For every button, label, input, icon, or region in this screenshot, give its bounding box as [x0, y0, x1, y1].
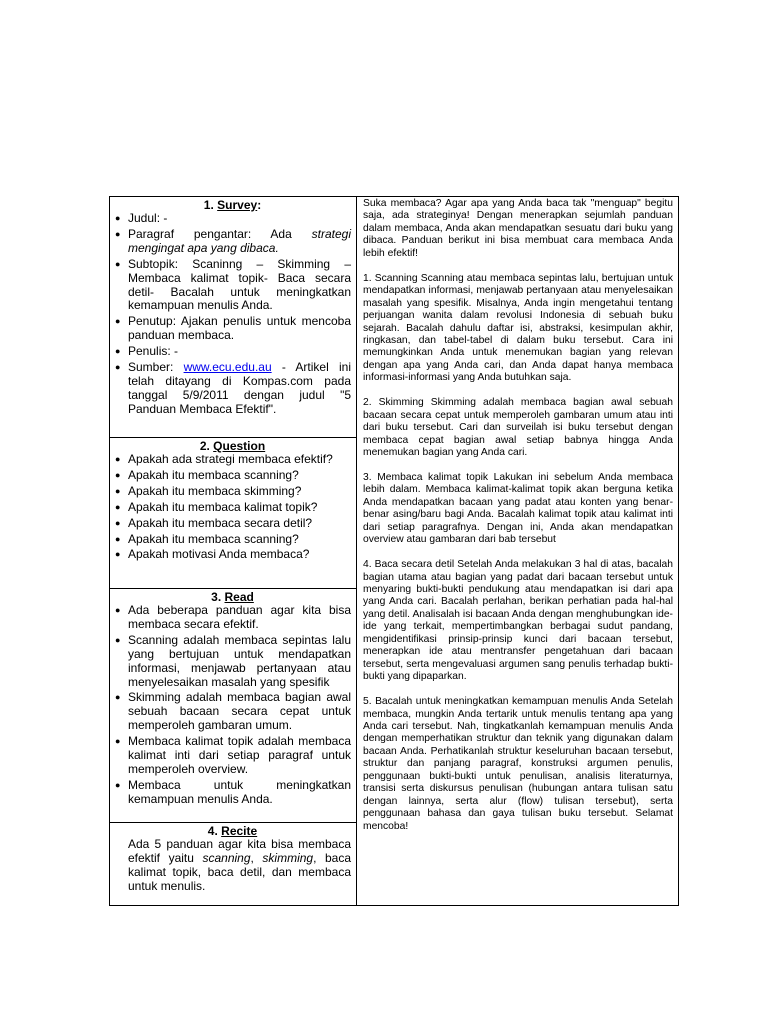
bullet-icon: ● — [115, 362, 121, 373]
recite-comma: , — [250, 850, 263, 865]
read-text: Ada beberapa panduan agar kita bisa membaca secara efektif. — [128, 603, 351, 631]
survey-title: Survey — [217, 198, 258, 212]
question-cell — [110, 438, 356, 589]
survey-cell — [110, 197, 356, 438]
bullet-icon: ● — [115, 346, 121, 357]
survey-item-subtopik — [114, 258, 351, 314]
survey-item-judul — [114, 212, 351, 226]
survey-sumber-suffix: - Artikel ini telah ditayang di Kompas.com pada tanggal 5/9/2011 dengan judul "5 Panduan Membaca Efektif". — [128, 360, 351, 416]
question-text: Apakah ada strategi membaca efektif? — [128, 452, 333, 466]
question-heading — [114, 439, 351, 453]
recite-title: Recite — [221, 824, 258, 838]
question-text: Apakah itu membaca scanning? — [128, 467, 299, 482]
right-column — [357, 197, 678, 905]
survey-item-sumber — [114, 361, 351, 417]
read-list — [114, 604, 351, 807]
read-heading — [114, 590, 351, 604]
survey-penutup-text: Penutup: Ajakan penulis untuk mencoba panduan membaca. — [128, 314, 351, 343]
question-text: Apakah itu membaca skimming? — [128, 483, 302, 498]
question-text: Apakah itu membaca kalimat topik? — [128, 499, 318, 514]
read-item — [114, 634, 351, 690]
question-text: Apakah motivasi Anda membaca? — [128, 547, 310, 562]
bullet-icon: ● — [115, 533, 121, 544]
question-number: 2. — [199, 439, 210, 453]
recite-number: 4. — [207, 824, 218, 838]
read-item — [114, 779, 351, 807]
survey-colon: : — [257, 198, 262, 212]
bullet-icon: ● — [115, 469, 121, 480]
recite-scanning: scanning — [202, 850, 251, 865]
survey-judul-text: Judul: - — [128, 211, 168, 225]
question-item — [114, 548, 351, 562]
read-number: 3. — [211, 590, 222, 604]
survey-heading — [114, 198, 351, 212]
question-text: Apakah itu membaca scanning? — [128, 531, 299, 546]
survey-paragraf-italic: strategi mengingat apa yang dibaca. — [128, 226, 351, 255]
recite-skimming: skimming — [262, 850, 314, 865]
recite-paragraph — [114, 838, 351, 894]
bullet-icon: ● — [115, 634, 121, 645]
survey-number: 1. — [203, 198, 214, 212]
bullet-icon: ● — [115, 517, 121, 528]
read-text: Membaca kalimat topik adalah membaca kalimat inti dari setiap paragraf untuk memperoleh overview. — [128, 734, 351, 776]
question-item — [114, 533, 351, 547]
survey-penulis-text: Penulis: - — [128, 344, 179, 359]
read-item — [114, 735, 351, 777]
survey-list — [114, 212, 351, 417]
survey-item-penutup — [114, 315, 351, 343]
bullet-icon: ● — [115, 605, 121, 615]
recite-heading — [114, 824, 351, 838]
bullet-icon: ● — [115, 501, 121, 512]
question-item — [114, 453, 351, 467]
left-column — [110, 197, 356, 905]
detail-reading-paragraph: 4. Baca secara detil Setelah Anda melakukan 3 hal di atas, bacalah bagian utama atau bagian yang padat dari bacaan tersebut untuk menyaring bukti-bukti pendukung atau mendapatkan isi dari apa yang Anda cari. Bacalah perlahan, berikan perhatian pada hal-hal yang detil. Analisalah isi bacaan Anda dengan menghubungkan ide-ide yang terkait, mempertimbangkan berbagai sudut pandang, mengidentifikasi prinsip-prinsip kunci dari bacaan tersebut, menerapkan ide atau mentransfer pengetahuan dari bacaan tersebut, serta mengevaluasi argumen sang penulis terhadap bukti-bukti yang dipaparkan. — [363, 559, 673, 683]
survey-item-paragraf — [114, 228, 351, 256]
question-list — [114, 453, 351, 562]
read-text: Membaca untuk meningkatkan kemampuan menulis Anda. — [128, 777, 351, 806]
sq3r-table — [109, 196, 679, 906]
bullet-icon: ● — [115, 485, 121, 496]
writing-paragraph: 5. Bacalah untuk meningkatkan kemampuan menulis Anda Setelah membaca, mungkin Anda tertarik untuk menulis tentang apa yang Anda cari tersebut. Nah, tingkatkanlah kemampuan menulis Anda dengan memperhatikan struktur dan teknik yang digunakan dalam bacaan Anda. Perhatikanlah struktur keseluruhan bacaan tersebut, struktur dan panjang paragraf, konstruksi argumen penulis, penggunaan bukti-bukti untuk penulisan, analisis literaturnya, transisi serta diskursus penulisan (hubungan antara tulisan satu dengan lainnya, serta alur (flow) tulisan tersebut), serta penggunaan bahasa dan gaya tulisan buku tersebut. Selamat mencoba! — [363, 696, 673, 832]
skimming-paragraph: 2. Skimming Skimming adalah membaca bagian awal sebuah bacaan secara cepat untuk memperoleh gambaran umum atau inti dari buku tersebut. Cari dan surveilah isi buku tersebut dengan membaca cepat bagian awal setiap babnya hingga Anda menemukan bagian yang Anda cari. — [363, 397, 673, 459]
source-link[interactable]: www.ecu.edu.au — [183, 360, 272, 375]
bullet-icon: ● — [115, 549, 121, 560]
bullet-icon: ● — [115, 258, 121, 269]
read-text: Scanning adalah membaca sepintas lalu yang bertujuan untuk mendapatkan informasi, menjawab pertanyaan atau menyelesaikan masalah yang spesifik — [128, 632, 351, 689]
question-title: Question — [213, 439, 266, 453]
topic-sentence-paragraph: 3. Membaca kalimat topik Lakukan ini sebelum Anda membaca lebih dalam. Membaca kalimat-kalimat topik akan berguna ketika Anda mendapatkan bacaan yang padat atau konten yang benar-benar asing/baru bagi Anda. Bacalah kalimat topik atau kalimat inti dari setiap paragrafnya. Dengan ini, Anda akan mendapatkan overview atau gambaran dari bab tersebut — [363, 471, 673, 546]
survey-sumber-prefix: Sumber: — [128, 360, 184, 375]
question-text: Apakah itu membaca secara detil? — [128, 515, 313, 530]
scanning-paragraph: 1. Scanning Scanning atau membaca sepintas lalu, bertujuan untuk mendapatkan informasi, menjawab pertanyaan atau menyelesaikan masalah yang spesifik. Misalnya, Anda ingin mengetahui tentang perjuangan wanita dalam revolusi Indonesia di sebuah buku sejarah. Bacalah dahulu daftar isi, abstraksi, kesimpulan akhir, ringkasan, dan tabel-tabel di dalam buku tersebut. Cara ini memungkinkan Anda untuk menemukan bagian yang relevan dengan apa yang Anda cari, dan Anda dapat hanya membaca informasi-informasi yang Anda butuhkan saja. — [363, 272, 673, 384]
read-text: Skimming adalah membaca bagian awal sebuah bacaan secara cepat untuk memperoleh gambaran umum. — [128, 690, 351, 733]
read-cell — [110, 589, 356, 823]
question-item — [114, 517, 351, 531]
survey-item-penulis — [114, 345, 351, 359]
read-item — [114, 691, 351, 733]
recite-cell — [110, 823, 356, 907]
bullet-icon: ● — [115, 779, 121, 790]
bullet-icon: ● — [115, 454, 121, 464]
recite-text-2: , baca kalimat topik, baca detil, dan membaca untuk menulis. — [128, 850, 351, 893]
read-item — [114, 604, 351, 632]
bullet-icon: ● — [115, 692, 121, 703]
bullet-icon: ● — [115, 316, 121, 327]
intro-paragraph: Suka membaca? Agar apa yang Anda baca tak "menguap" begitu saja, ada strateginya! Dengan menerapkan sejumlah panduan dalam membaca, Anda akan mendapatkan sesuatu dari buku yang dibaca. Panduan berikut ini bisa membuat cara membaca Anda lebih efektif! — [363, 198, 673, 259]
recite-text-1: Ada 5 panduan agar kita bisa membaca efektif yaitu — [128, 837, 351, 865]
bullet-icon: ● — [115, 228, 121, 239]
question-item — [114, 501, 351, 515]
survey-subtopik-text: Subtopik: Scaninng – Skimming – Membaca kalimat topik- Baca secara detil- Bacalah untuk meningkatkan kemampuan menulis Anda. — [128, 256, 351, 313]
survey-paragraf-text: Paragraf pengantar: Ada — [128, 226, 312, 241]
bullet-icon: ● — [115, 213, 121, 223]
question-item — [114, 469, 351, 483]
question-item — [114, 485, 351, 499]
read-title: Read — [224, 590, 254, 604]
bullet-icon: ● — [115, 736, 121, 747]
